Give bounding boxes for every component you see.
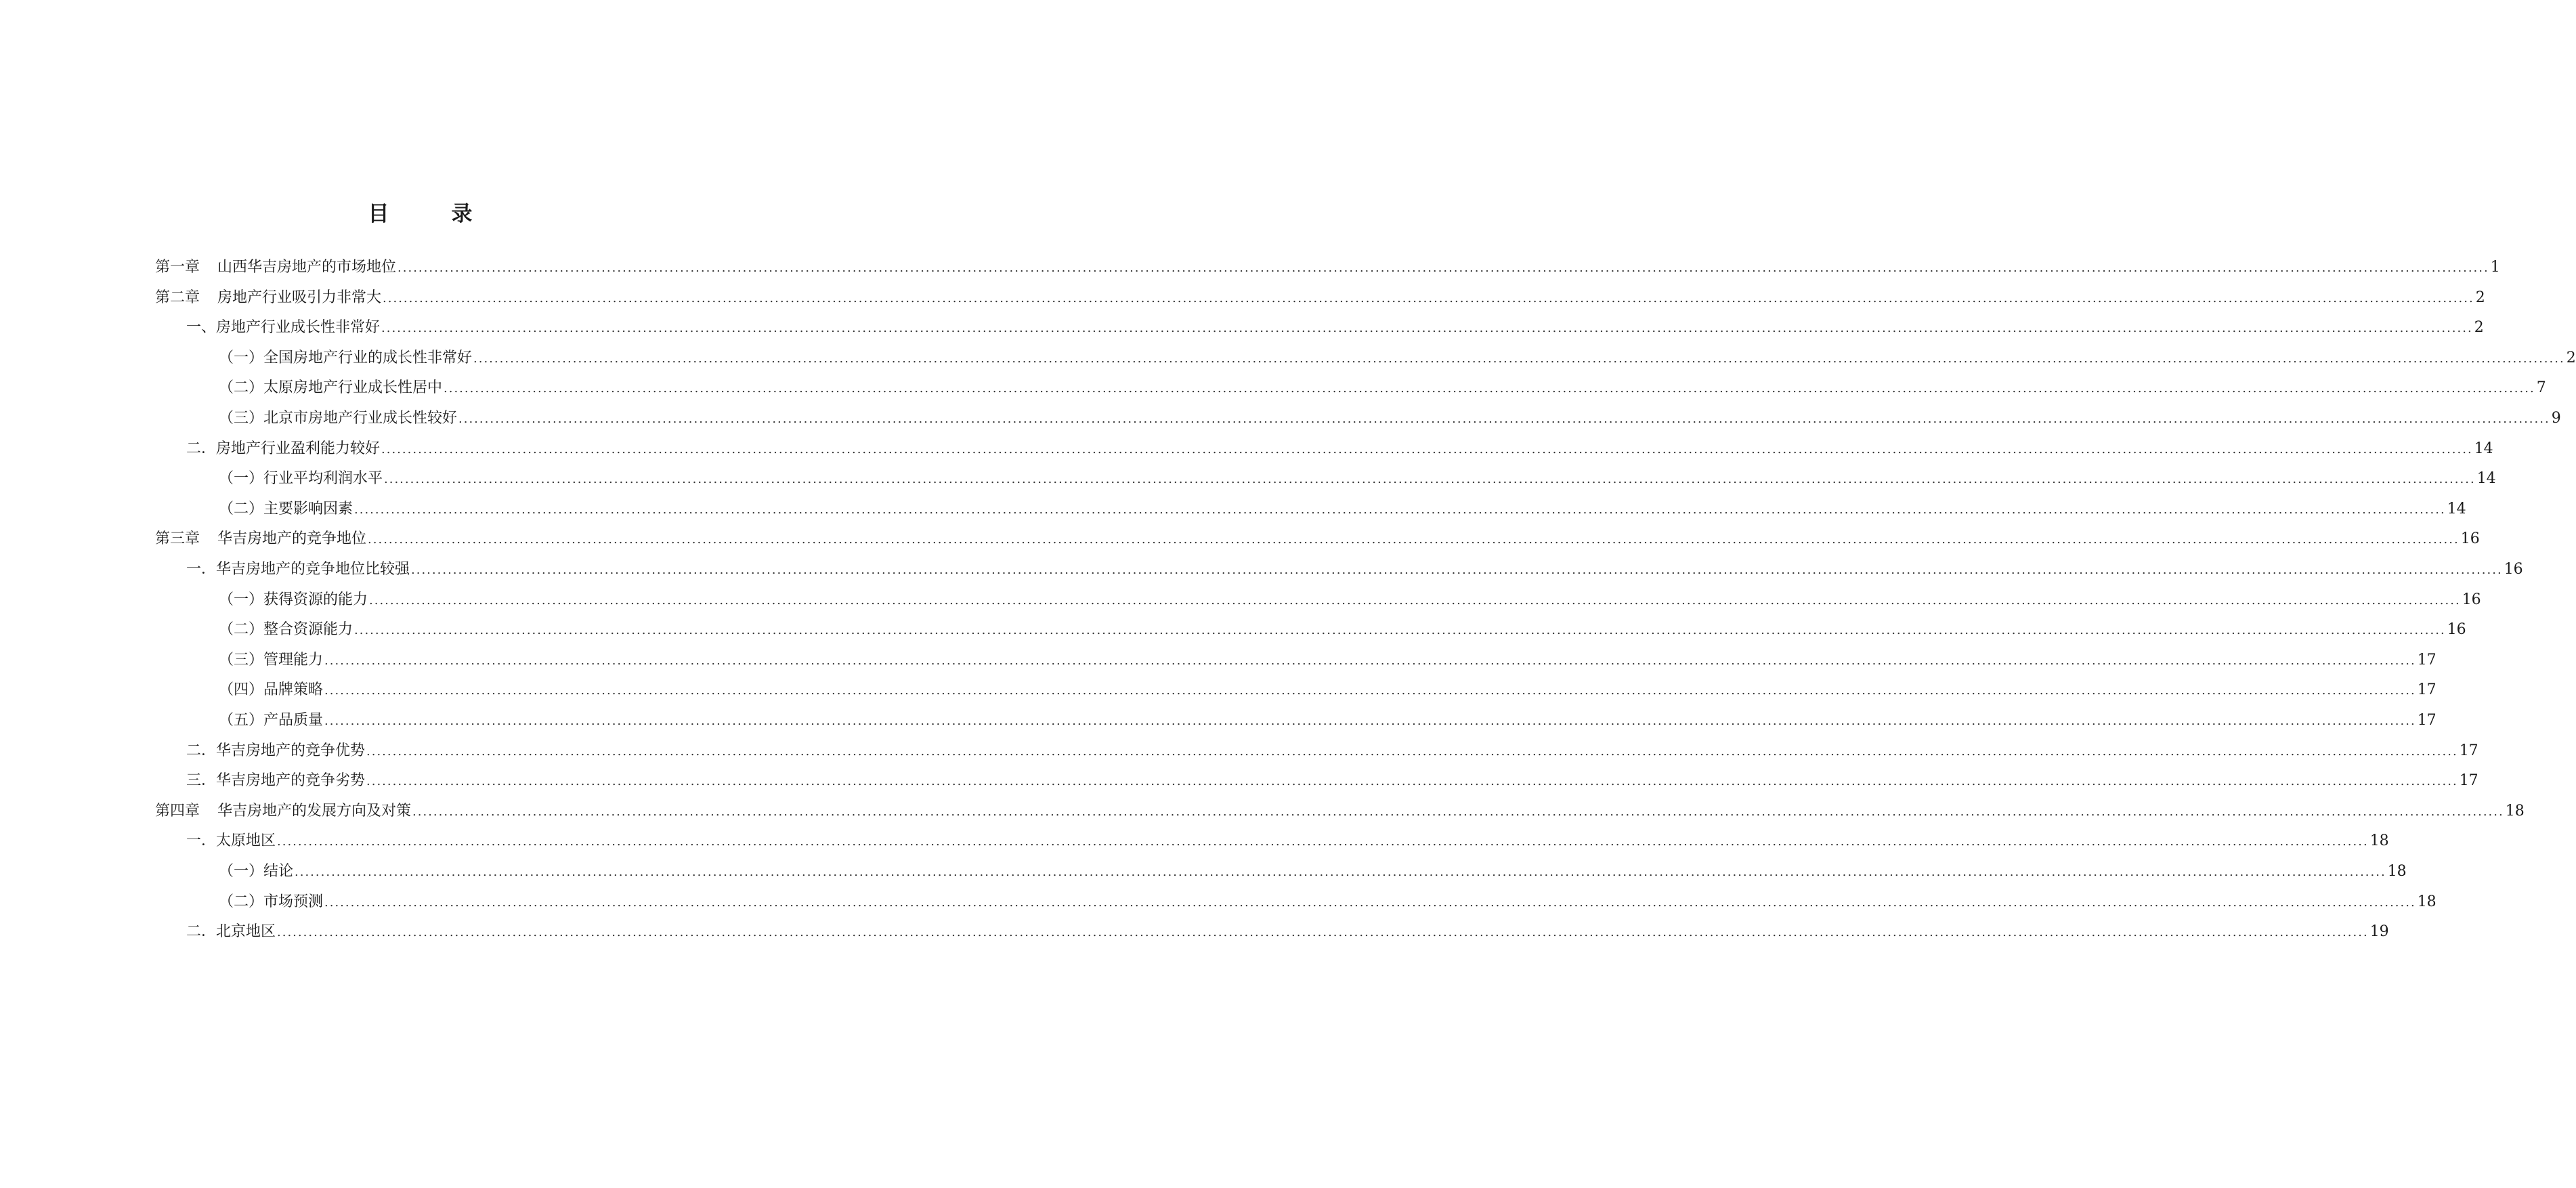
toc-page-number: 14 [2476, 470, 2496, 488]
toc-entry[interactable] [0, 830, 2389, 853]
toc-page-number: 17 [2417, 651, 2437, 669]
toc-entry[interactable] [0, 740, 2478, 763]
toc-entry-text: （二）市场预测 [219, 893, 324, 910]
toc-entry[interactable] [0, 377, 2546, 400]
toc-entry-text: 华吉房地产的发展方向及对策 [217, 802, 412, 820]
toc-entry-line [186, 558, 2523, 582]
toc-entry-line [219, 347, 2576, 370]
toc-entry[interactable] [0, 287, 2485, 310]
page-title [0, 196, 840, 227]
toc-entry-line [155, 287, 2485, 310]
toc-entry-line [219, 679, 2437, 702]
toc-page-number: 14 [2474, 440, 2493, 457]
toc-entry-label [219, 618, 354, 641]
toc-entry-text: （一）行业平均利润水平 [219, 470, 383, 488]
toc-entry[interactable] [0, 407, 2561, 430]
toc-entry-text: 三．华吉房地产的竞争劣势 [186, 772, 366, 790]
toc-entry-text: （五）产品质量 [219, 712, 324, 729]
toc-entry-label [219, 709, 324, 732]
toc-chapter-number: 第三章 [155, 530, 200, 548]
toc-page-number: 1 [2490, 259, 2500, 276]
page-title-char-2: 录 [451, 202, 473, 226]
toc-entry-text: 一．太原地区 [186, 832, 276, 850]
toc-entry-text: 二．北京地区 [186, 923, 276, 941]
toc-entry-text: （二）整合资源能力 [219, 621, 353, 639]
toc-leader-dots: ................................................................................................................................................................................................................................................................................................................................................................................................................ [354, 502, 2446, 517]
toc-leader-dots: ................................................................................................................................................................................................................................................................................................................................................................................................................ [324, 683, 2416, 698]
toc-entry-line [219, 498, 2466, 522]
toc-entry-label [219, 649, 324, 672]
toc-entry-line [219, 467, 2496, 491]
toc-leader-dots: ................................................................................................................................................................................................................................................................................................................................................................................................................ [383, 291, 2474, 305]
toc-entry-text: 房地产行业吸引力非常大 [217, 289, 382, 306]
toc-entry-line [186, 920, 2389, 944]
toc-entry[interactable] [0, 589, 2481, 612]
toc-entry[interactable] [0, 498, 2466, 521]
toc-entry-line [186, 830, 2389, 853]
toc-entry-line [155, 800, 2525, 824]
toc-entry-label [219, 589, 369, 612]
toc-entry-label [155, 256, 398, 279]
toc-entry-line [219, 649, 2437, 673]
toc-entry-label [155, 800, 412, 823]
toc-entry-line [219, 589, 2481, 612]
toc-entry-label [219, 377, 444, 400]
toc-page-number: 16 [2447, 621, 2466, 639]
toc-entry-text: （四）品牌策略 [219, 681, 324, 699]
toc-entry[interactable] [0, 347, 2576, 370]
toc-entry-label [186, 830, 277, 853]
toc-leader-dots: ................................................................................................................................................................................................................................................................................................................................................................................................................ [368, 532, 2460, 547]
toc-entry-line [186, 740, 2478, 763]
toc-entry-line [186, 316, 2484, 340]
toc-entry-text: （二）主要影响因素 [219, 500, 353, 517]
toc-entry-text: （一）结论 [219, 863, 294, 880]
toc-entry[interactable] [0, 558, 2523, 581]
toc-entry-text: （二）太原房地产行业成长性居中 [219, 379, 443, 397]
toc-entry-label [186, 558, 411, 581]
toc-leader-dots: ................................................................................................................................................................................................................................................................................................................................................................................................................ [411, 563, 2503, 577]
toc-chapter-number: 第一章 [155, 259, 200, 276]
toc-page-number: 16 [2462, 591, 2481, 608]
toc-entry-label [186, 316, 381, 339]
toc-entry[interactable] [0, 891, 2437, 914]
toc-entry[interactable] [0, 618, 2466, 641]
toc-entry-label [219, 347, 473, 370]
toc-page-number: 17 [2459, 742, 2478, 759]
toc-entry[interactable] [0, 316, 2484, 339]
toc-page-number: 2 [2474, 319, 2484, 337]
toc-entry-text: 一、房地产行业成长性非常好 [186, 319, 381, 337]
toc-entry-text: （一）全国房地产行业的成长性非常好 [219, 349, 473, 366]
toc-leader-dots: ................................................................................................................................................................................................................................................................................................................................................................................................................ [366, 774, 2458, 789]
toc-entry-line [219, 377, 2546, 400]
toc-entry-line [219, 407, 2561, 431]
toc-leader-dots: ................................................................................................................................................................................................................................................................................................................................................................................................................ [384, 472, 2476, 487]
toc-entry-label [186, 920, 277, 943]
toc-page-number: 18 [2387, 863, 2407, 880]
toc-leader-dots: ................................................................................................................................................................................................................................................................................................................................................................................................................ [381, 442, 2473, 457]
toc-entry-line [219, 618, 2466, 642]
toc-leader-dots: ................................................................................................................................................................................................................................................................................................................................................................................................................ [295, 865, 2386, 879]
toc-leader-dots: ................................................................................................................................................................................................................................................................................................................................................................................................................ [412, 804, 2504, 819]
toc-leader-dots: ................................................................................................................................................................................................................................................................................................................................................................................................................ [473, 351, 2565, 366]
toc-entry-label [219, 407, 458, 430]
toc-leader-dots: ................................................................................................................................................................................................................................................................................................................................................................................................................ [277, 834, 2369, 849]
toc-page-number: 19 [2369, 923, 2389, 941]
toc-page-number: 18 [2417, 893, 2437, 910]
toc-entry-label [219, 860, 295, 883]
toc-entry-text: （一）获得资源的能力 [219, 591, 368, 608]
toc-page-number: 17 [2459, 772, 2478, 790]
toc-entry[interactable] [0, 649, 2437, 672]
toc-entry-line [155, 256, 2500, 280]
toc-entry-label [219, 498, 354, 521]
toc-entry[interactable] [0, 467, 2496, 490]
toc-entry[interactable] [0, 679, 2437, 702]
toc-entry[interactable] [0, 800, 2525, 823]
toc-leader-dots: ................................................................................................................................................................................................................................................................................................................................................................................................................ [354, 623, 2446, 638]
toc-entry-line [219, 860, 2407, 884]
toc-page-number: 9 [2551, 410, 2561, 427]
toc-entry-label [186, 740, 366, 763]
toc-entry-text: 二．华吉房地产的竞争优势 [186, 742, 366, 759]
toc-entry-text: （三）北京市房地产行业成长性较好 [219, 410, 458, 427]
toc-chapter-number: 第四章 [155, 802, 200, 820]
toc-leader-dots: ................................................................................................................................................................................................................................................................................................................................................................................................................ [369, 593, 2461, 608]
toc-entry-label [155, 528, 368, 551]
toc-page-number: 17 [2417, 681, 2437, 699]
toc-entry-text: 一．华吉房地产的竞争地位比较强 [186, 561, 410, 578]
toc-entry-label [219, 891, 324, 914]
toc-leader-dots: ................................................................................................................................................................................................................................................................................................................................................................................................................ [277, 925, 2369, 940]
toc-leader-dots: ................................................................................................................................................................................................................................................................................................................................................................................................................ [458, 412, 2550, 426]
toc-page-number: 18 [2505, 802, 2525, 820]
toc-entry-label [186, 438, 381, 461]
toc-entry[interactable] [0, 860, 2407, 883]
toc-entry[interactable] [0, 769, 2478, 792]
toc-entry-label [186, 769, 366, 792]
toc-page-number: 16 [2460, 530, 2480, 548]
toc-page-number: 16 [2504, 561, 2523, 578]
toc-entry-line [186, 438, 2493, 461]
toc-leader-dots: ................................................................................................................................................................................................................................................................................................................................................................................................................ [366, 744, 2458, 759]
toc-page-number: 17 [2417, 712, 2437, 729]
toc-entry-label [219, 467, 384, 490]
toc-entry-line [219, 709, 2437, 733]
toc-entry-text: （三）管理能力 [219, 651, 324, 669]
toc-entry-label [219, 679, 324, 702]
toc-entry-text: 山西华吉房地产的市场地位 [217, 259, 397, 276]
toc-leader-dots: ................................................................................................................................................................................................................................................................................................................................................................................................................ [324, 714, 2416, 728]
toc-page-number: 14 [2447, 500, 2466, 517]
toc-entry[interactable] [0, 256, 2500, 279]
toc-entry[interactable] [0, 709, 2437, 732]
toc-page-number: 2 [2566, 349, 2576, 366]
toc-entry-line [186, 769, 2478, 793]
toc-entry-line [155, 528, 2480, 551]
toc-entry-line [219, 891, 2437, 914]
toc-leader-dots: ................................................................................................................................................................................................................................................................................................................................................................................................................ [398, 261, 2489, 275]
toc-chapter-number: 第二章 [155, 289, 200, 306]
toc-leader-dots: ................................................................................................................................................................................................................................................................................................................................................................................................................ [324, 653, 2416, 668]
toc-entry[interactable] [0, 528, 2480, 551]
toc-leader-dots: ................................................................................................................................................................................................................................................................................................................................................................................................................ [381, 321, 2473, 336]
toc-page-number: 2 [2475, 289, 2485, 306]
page-title-char-1: 目 [368, 202, 389, 226]
toc-page-number: 18 [2369, 832, 2389, 850]
toc-page-number: 7 [2536, 379, 2546, 397]
toc-leader-dots: ................................................................................................................................................................................................................................................................................................................................................................................................................ [444, 381, 2535, 396]
toc-entry-text: 华吉房地产的竞争地位 [217, 530, 367, 548]
toc-entry-label [155, 287, 383, 310]
toc-leader-dots: ................................................................................................................................................................................................................................................................................................................................................................................................................ [324, 895, 2416, 910]
toc-entry-text: 二．房地产行业盈利能力较好 [186, 440, 381, 457]
toc-entry[interactable] [0, 438, 2493, 461]
toc-entry[interactable] [0, 920, 2389, 943]
